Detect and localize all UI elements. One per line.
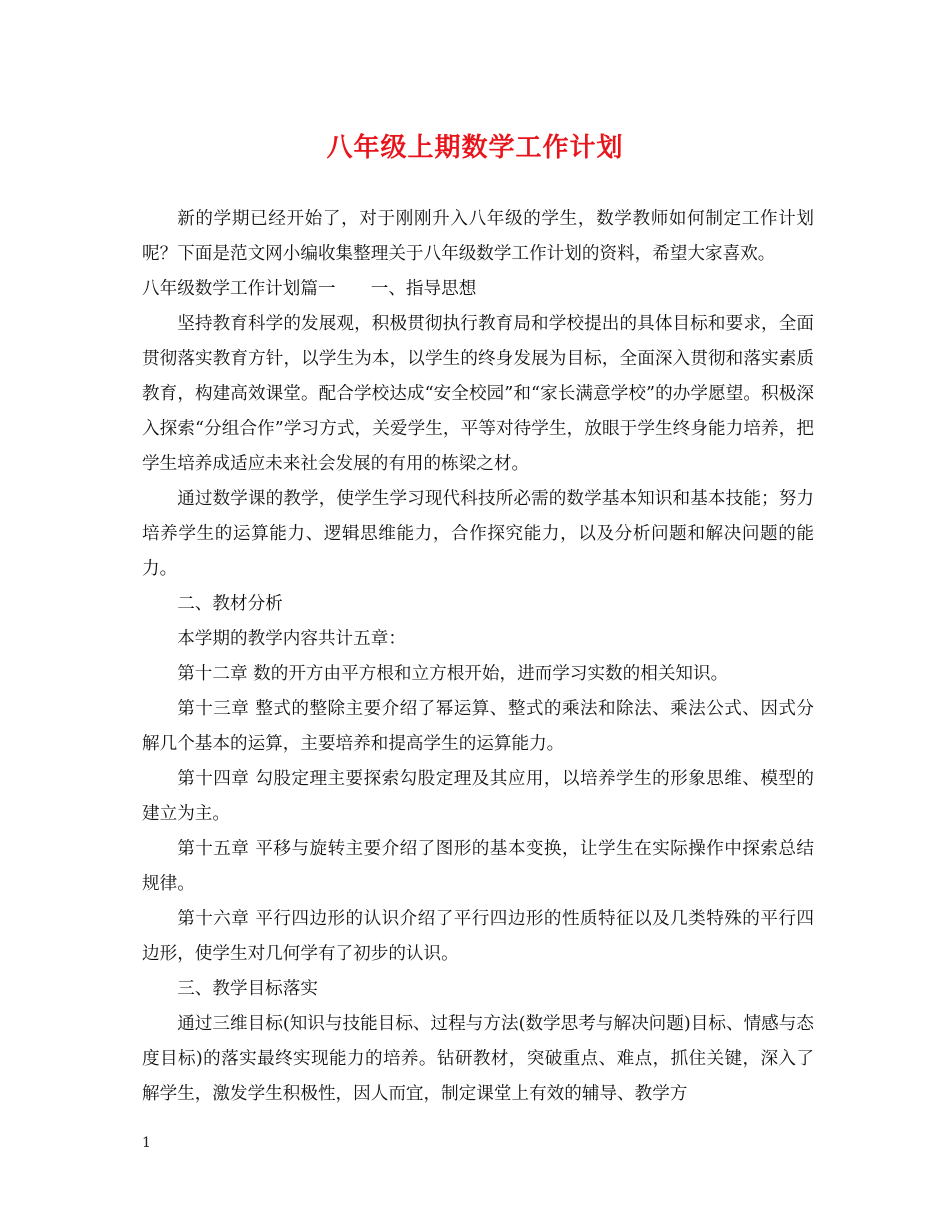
- paragraph-teaching-goal: 通过数学课的教学，使学生学习现代科技所必需的数学基本知识和基本技能；努力培养学生的运算能力、逻辑思维能力，合作探究能力，以及分析问题和解决问题的能力。: [142, 489, 814, 579]
- heading-teaching-objectives: 三、教学目标落实: [177, 979, 318, 999]
- paragraph-chapter-15: 第十五章 平移与旋转主要介绍了图形的基本变换，让学生在实际操作中探索总结规律。: [142, 839, 814, 894]
- document-title: 八年级上期数学工作计划: [326, 133, 624, 163]
- paragraph-section-heading: 八年级数学工作计划篇一 一、指导思想: [142, 279, 477, 299]
- paragraph-chapter-16: 第十六章 平行四边形的认识介绍了平行四边形的性质特征以及几类特殊的平行四边形，使学生对几何学有了初步的认识。: [142, 909, 814, 964]
- paragraph-chapter-12: 第十二章 数的开方由平方根和立方根开始，进而学习实数的相关知识。: [177, 664, 729, 684]
- paragraph-intro: 新的学期已经开始了，对于刚刚升入八年级的学生，数学教师如何制定工作计划呢？下面是范文网小编收集整理关于八年级数学工作计划的资料，希望大家喜欢。: [142, 209, 814, 264]
- paragraph-three-dimensional-goals: 通过三维目标(知识与技能目标、过程与方法(数学思考与解决问题)目标、情感与态度目标)的落实最终实现能力的培养。钻研教材，突破重点、难点，抓住关键，深入了解学生，激发学生积极性，因人而宜，制定课堂上有效的辅导、教学方: [142, 1014, 814, 1104]
- heading-textbook-analysis: 二、教材分析: [177, 594, 283, 614]
- paragraph-chapter-14: 第十四章 勾股定理主要探索勾股定理及其应用，以培养学生的形象思维、模型的建立为主。: [142, 769, 814, 824]
- page-number: 1: [142, 1135, 151, 1151]
- paragraph-guiding-ideology: 坚持教育科学的发展观，积极贯彻执行教育局和学校提出的具体目标和要求，全面贯彻落实教育方针，以学生为本，以学生的终身发展为目标，全面深入贯彻和落实素质教育，构建高效课堂。配合学校达成“安全校园”和“家长满意学校”的办学愿望。积极深入探索“分组合作”学习方式，关爱学生，平等对待学生，放眼于学生终身能力培养，把学生培养成适应未来社会发展的有用的栋梁之材。: [142, 314, 814, 474]
- document-body: [142, 202, 814, 1112]
- paragraph-chapter-13: 第十三章 整式的整除主要介绍了幂运算、整式的乘法和除法、乘法公式、因式分解几个基本的运算，主要培养和提高学生的运算能力。: [142, 699, 814, 754]
- paragraph-content-overview: 本学期的教学内容共计五章：: [177, 629, 406, 649]
